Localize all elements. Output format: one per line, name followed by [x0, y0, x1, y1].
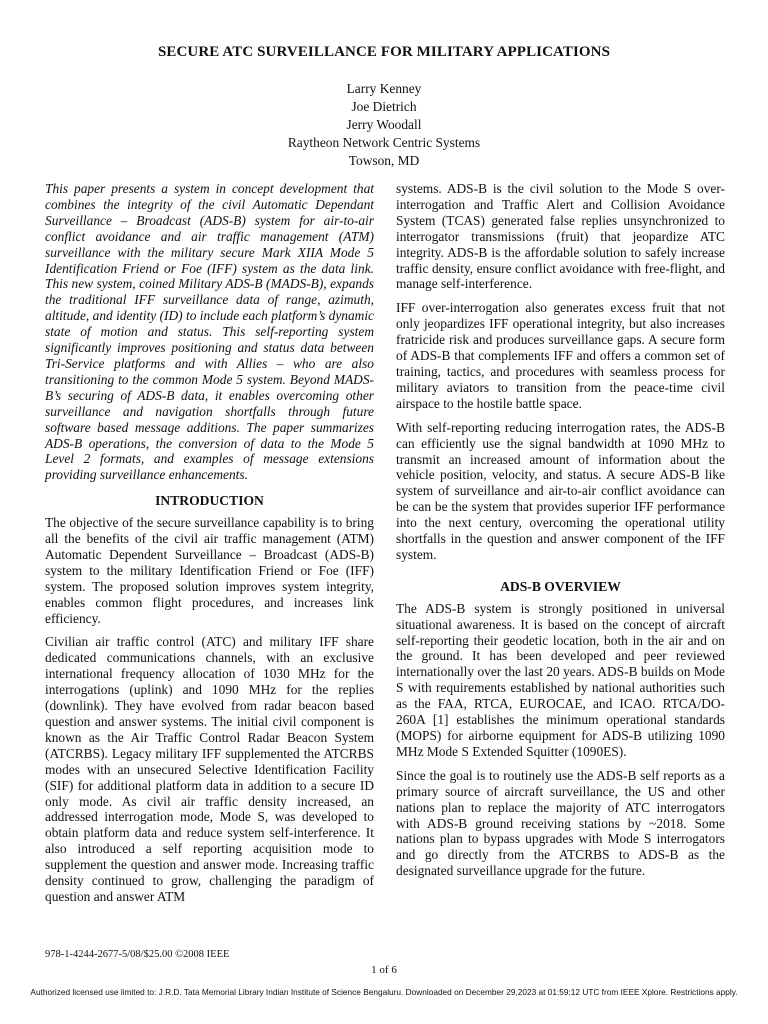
author-affiliation: Raytheon Network Centric Systems: [287, 135, 481, 150]
author-name: Jerry Woodall: [346, 117, 422, 132]
author-location: Towson, MD: [348, 153, 420, 168]
paragraph: The objective of the secure surveillance capability is to bring all the benefits of the civil air traffic management (ATM) Automatic Dependent Surveillance – Broadcast (ADS-B) system to the military Identification Friend or Foe (IFF) system. The proposed solution improves system integrity, enables common flight procedures, and increases link efficiency.: [45, 515, 374, 626]
paragraph: Since the goal is to routinely use the ADS-B self reports as a primary source of aircraft surveillance, the US and other nations plan to replace the majority of ATC interrogators with ADS-B ground receiving stations by ~2018. Some nations plan to bypass upgrades with Mode S interrogators and go directly from the ATCRBS to ADS-B as the designated surveillance upgrade for the future.: [396, 767, 725, 879]
license-notice: Authorized licensed use limited to: J.R.D. Tata Memorial Library Indian Institute of Science Bengaluru. Downloaded on December 29,2023 at 01:59:12 UTC from IEEE Xplore. Restrictions apply.: [30, 987, 738, 997]
paragraph: systems. ADS-B is the civil solution to the Mode S over-interrogation and Traffic Alert and Collision Avoidance System (TCAS) generated false replies unsynchronized to interrogator transmissions (fruit) that jeopardize ATC integrity. ADS-B is the affordable solution to safely increase traffic density, ensure conflict avoidance with free-flight, and manage self-interference.: [396, 181, 725, 292]
author-name: Joe Dietrich: [351, 99, 417, 114]
author-block: [0, 80, 768, 170]
right-column: [396, 181, 725, 887]
paragraph: IFF over-interrogation also generates excess fruit that not only jeopardizes IFF operational integrity, but also increases fratricide risk and produces surveillance gaps. A secure form of ADS-B that complements IFF and offers a common set of training, tactics, and procedures with seamless process for military aviators to transition from the peace-time civil airspace to the hostile battle space.: [396, 300, 725, 411]
paragraph: Civilian air traffic control (ATC) and military IFF share dedicated communications channels, with an exclusive international frequency allocation of 1030 MHz for the interrogations (uplink) and 1090 MHz for the replies (downlink). They have evolved from radar beacon based question and answer systems. The initial civil component is known as the Air Traffic Control Radar Beacon System (ATCRBS). Legacy military IFF supplemented the ATCRBS modes with an unsecured Selective Identification Facility (SIF) for additional platform data in addition to a secure ID only mode. As civil air traffic density increased, an addressed interrogation mode, Mode S, was developed to obtain platform data and reduce system self-interference. It also introduced a self reporting acquisition mode to supplement the question and answer mode. Increasing traffic density continued to grow, challenging the paradigm of question and answer ATM: [45, 634, 374, 904]
paragraph: The ADS-B system is strongly positioned in universal situational awareness. It is based on the concept of aircraft self-reporting their geodetic location, both in the air and on the ground. It has been developed and peer reviewed internationally over the last 20 years. ADS-B builds on Mode S with requirements established by national authorities such as the FAA, RTCA, EUROCAE, and ICAO. RTCA/DO-260A [1] establishes the minimum operational standards (MOPS) for airborne equipment for ADS-B utilizing 1090 MHz Mode S Extended Squitter (1090ES).: [396, 600, 725, 759]
paper-title: SECURE ATC SURVEILLANCE FOR MILITARY APPLICATIONS: [157, 44, 611, 60]
section-heading-introduction: INTRODUCTION: [155, 493, 264, 509]
left-column: [45, 181, 374, 913]
section-heading-ads-b-overview: ADS-B OVERVIEW: [500, 578, 621, 594]
copyright-notice: 978-1-4244-2677-5/08/$25.00 ©2008 IEEE: [45, 949, 230, 960]
author-name: Larry Kenney: [346, 81, 422, 96]
abstract: This paper presents a system in concept development that combines the integrity of the civil Automatic Dependant Surveillance – Broadcast (ADS-B) system for air-to-air conflict avoidance and air traffic management (ATM) surveillance with the military secure Mark XIIA Mode 5 Identification Friend or Foe (IFF) system as the data link. This new system, coined Military ADS-B (MADS-B), expands the traditional IFF surveillance data of range, azimuth, altitude, and identity (ID) to include each platform’s dynamic state of motion and status. This self-reporting system significantly improves positioning and status data between Tri-Service platforms and with Allies – who are also transitioning to the common Mode 5 system. Beyond MADS-B’s securing of ADS-B data, it enables overcoming other surveillance and navigation shortfalls through future software based message additions. The paper summarizes ADS-B operations, the conversion of data to the Mode 5 Level 2 formats, and examples of message extensions providing surveillance enhancements.: [45, 181, 374, 483]
page-number: 1 of 6: [371, 964, 397, 976]
paragraph: With self-reporting reducing interrogation rates, the ADS-B can efficiently use the signal bandwidth at 1090 MHz to transmit an increased amount of information about the vehicle position, velocity, and status. A secure ADS-B like system of surveillance and air-to-air conflict avoidance can be can be the system that provides superior IFF performance into the next century, overcoming the operational utility shortfalls in the question and answer component of the IFF system.: [396, 419, 725, 562]
